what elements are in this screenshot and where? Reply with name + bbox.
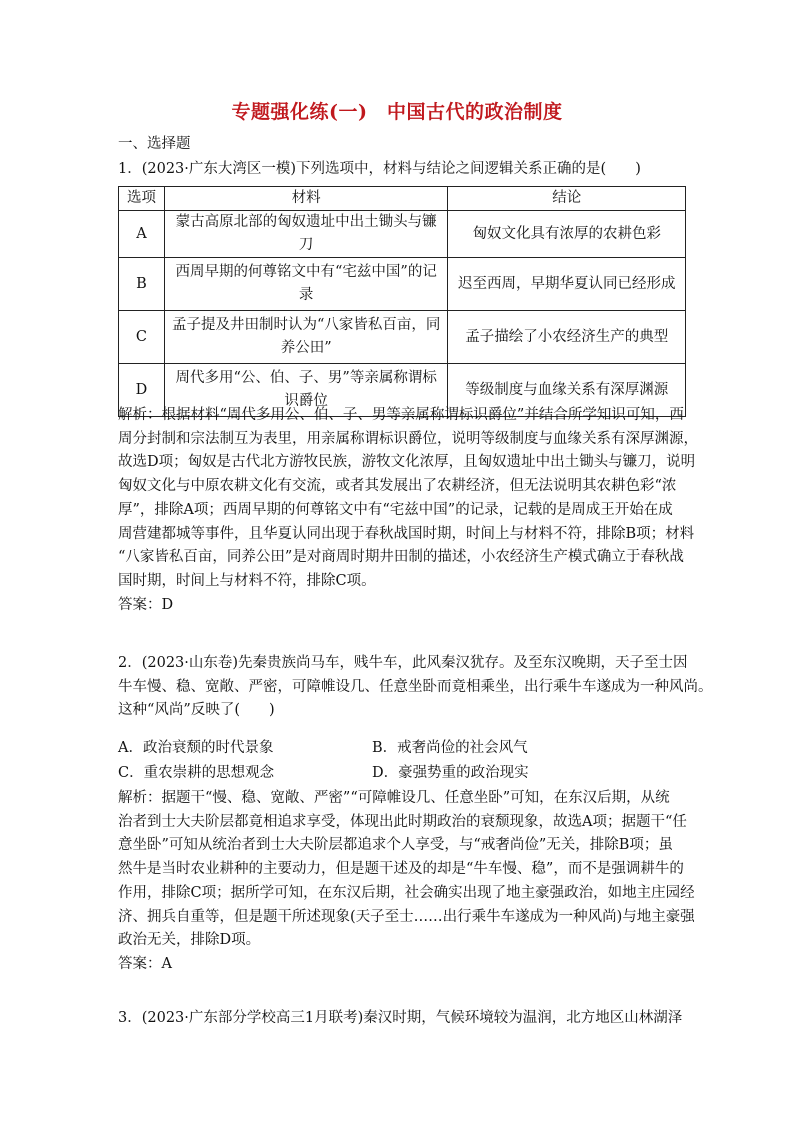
q2-option-a: A．政治衰颓的时代景象 [118, 740, 274, 756]
analysis-line: 解析：据题干“慢、稳、宽敞、严密”“可障帷设几、任意坐卧”可知，在东汉后期，从统 [118, 790, 670, 806]
row-option: C [119, 311, 165, 364]
table-row [119, 258, 686, 311]
page-title: 专题强化练(一) 中国古代的政治制度 [231, 101, 563, 123]
table-header-row [119, 187, 686, 211]
header-material: 材料 [164, 187, 447, 211]
analysis-line: “八家皆私百亩，同养公田”是对商周时期井田制的描述，小农经济生产模式确立于春秋战 [118, 549, 684, 566]
q3-stem: 3．(2023·广东部分学校高三1月联考)秦汉时期，气候环境较为温润，北方地区山林湖泽 [118, 1010, 683, 1026]
row-option: A [119, 211, 165, 258]
analysis-line: 周分封制和宗法制互为表里，用亲属称谓标识爵位，说明等级制度与血缘关系有深厚渊源， [118, 430, 698, 447]
analysis-line: 解析：根据材料“周代多用公、伯、子、男等亲属称谓标识爵位”并结合所学知识可知，西 [118, 407, 684, 423]
row-conclusion: 等级制度与血缘关系有深厚渊源 [448, 364, 686, 417]
header-conclusion: 结论 [448, 187, 686, 211]
q1-stem: 1．(2023·广东大湾区一模)下列选项中，材料与结论之间逻辑关系正确的是( ) [118, 161, 641, 177]
q2-analysis [118, 787, 695, 977]
table-row [119, 311, 686, 364]
material-line: 录 [298, 287, 314, 303]
q2-option-d: D．豪强势重的政治现实 [372, 765, 529, 781]
table-row [119, 211, 686, 258]
analysis-line: 厚”，排除A项；西周早期的何尊铭文中有“宅兹中国”的记录，记载的是周成王开始在成 [118, 501, 673, 518]
row-option: B [119, 258, 165, 311]
q1-answer: 答案：D [118, 596, 174, 613]
analysis-line: 意坐卧”可知从统治者到士大夫阶层都追求个人享受，与“戒奢尚俭”无关，排除B项；虽 [118, 837, 673, 854]
q1-options-table [118, 186, 686, 417]
analysis-line: 故选D项；匈奴是古代北方游牧民族，游牧文化浓厚，且匈奴遗址中出土锄头与镰刀，说明 [118, 454, 696, 471]
row-conclusion: 孟子描绘了小农经济生产的典型 [448, 311, 686, 364]
stem-line: 牛车慢、稳、宽敞、严密，可障帷设几、任意坐卧而竟相乘坐，出行乘牛车遂成为一种风尚。 [118, 678, 713, 695]
analysis-line: 国时期，时间上与材料不符，排除C项。 [118, 572, 376, 589]
stem-line: 这种“风尚”反映了( ) [118, 702, 275, 719]
row-material: 蒙古高原北部的匈奴遗址中出土锄头与镰刀 [164, 211, 447, 258]
row-conclusion: 匈奴文化具有浓厚的农耕色彩 [448, 211, 686, 258]
analysis-line: 周营建都城等事件，且华夏认同出现于春秋战国时期，时间上与材料不符，排除B项；材料 [118, 525, 695, 542]
analysis-line: 然牛是当时农业耕种的主要动力，但是题干述及的却是“牛车慢、稳”，而不是强调耕牛的 [118, 861, 684, 878]
analysis-line: 治者到士大夫阶层都竟相追求享受，体现出此时期政治的衰颓现象，故选A项；据题干“任 [118, 813, 687, 830]
q1-analysis [118, 404, 698, 617]
section-heading: 一、选择题 [118, 136, 191, 152]
analysis-line: 政治无关，排除D项。 [118, 932, 261, 949]
header-option: 选项 [119, 187, 165, 211]
q2-option-c: C．重农崇耕的思想观念 [118, 765, 275, 781]
material-line: 周代多用“公、伯、子、男”等亲属称谓标 [175, 370, 437, 386]
q2-option-b: B．戒奢尚俭的社会风气 [372, 740, 528, 756]
row-conclusion: 迟至西周，早期华夏认同已经形成 [448, 258, 686, 311]
row-option: D [119, 364, 165, 417]
row-material [164, 311, 447, 364]
material-line: 西周早期的何尊铭文中有“宅兹中国”的记 [175, 264, 437, 280]
stem-line: 2．(2023·山东卷)先秦贵族尚马车，贱牛车，此风秦汉犹存。及至东汉晚期，天子至士因 [118, 655, 688, 671]
q2-answer: 答案：A [118, 955, 172, 972]
q2-stem [118, 652, 713, 723]
material-line: 养公田” [280, 340, 332, 356]
analysis-line: 匈奴文化与中原农耕文化有交流，或者其发展出了农耕经济，但无法说明其农耕色彩“浓 [118, 478, 677, 495]
material-line: 孟子提及井田制时认为“八家皆私百亩，同 [171, 317, 441, 333]
analysis-line: 济、拥兵自重等，但是题干所述现象(天子至士……出行乘牛车遂成为一种风尚)与地主豪强 [118, 908, 695, 925]
row-material [164, 258, 447, 311]
analysis-line: 作用，排除C项；据所学可知，在东汉后期，社会确实出现了地主豪强政治，如地主庄园经 [118, 884, 695, 901]
material-line: 识爵位 [284, 393, 328, 409]
